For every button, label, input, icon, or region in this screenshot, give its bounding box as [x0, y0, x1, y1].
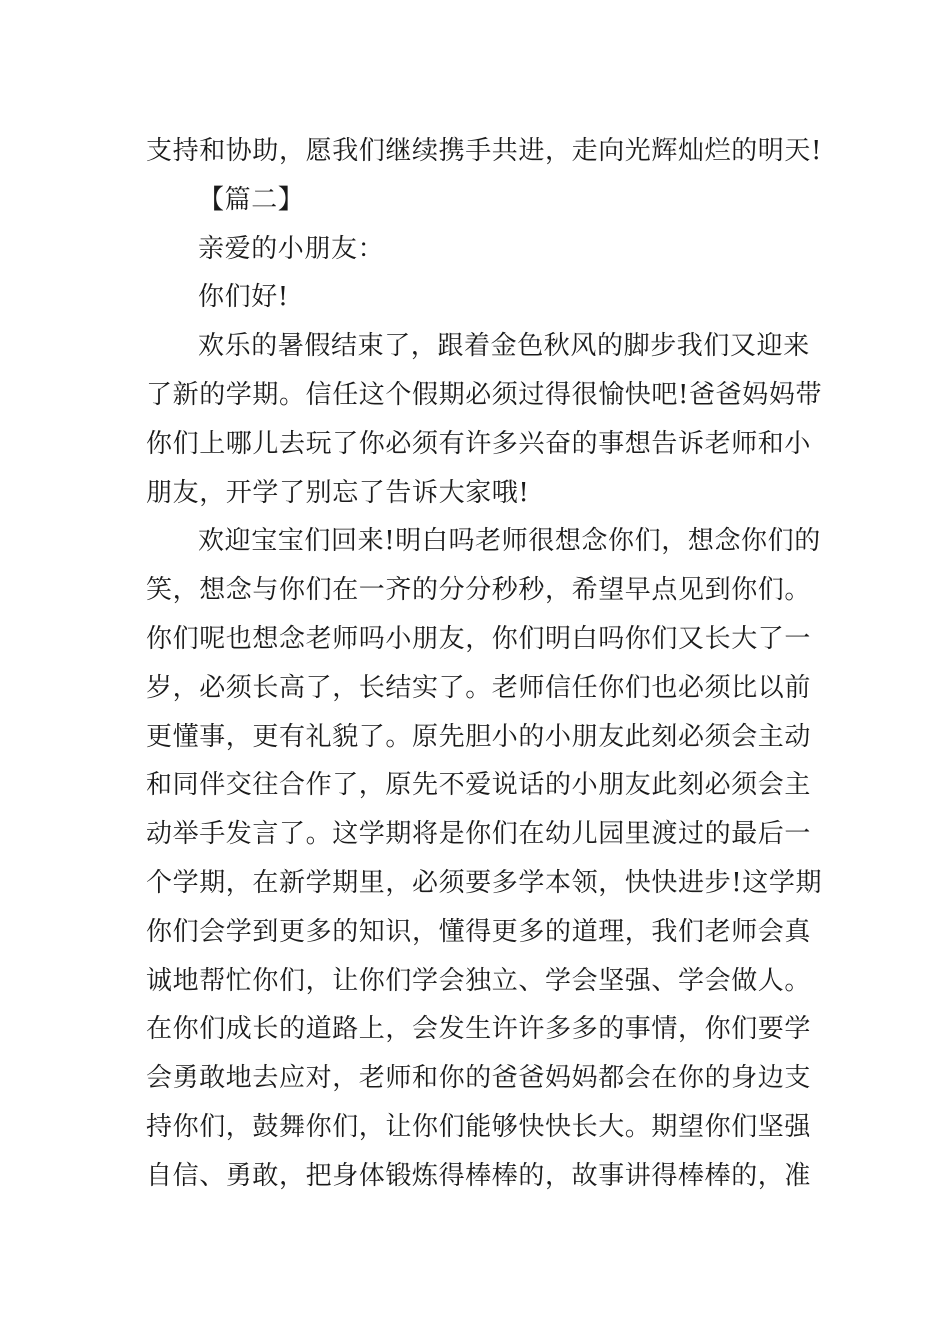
text-line: 自信、勇敢，把身体锻炼得棒棒的，故事讲得棒棒的，准 [146, 1160, 812, 1191]
text-line: 更懂事，更有礼貌了。原先胆小的小朋友此刻必须会主动 [146, 721, 812, 752]
text-line: 你们会学到更多的知识，懂得更多的道理，我们老师会真 [146, 916, 812, 947]
text-line: 朋友，开学了别忘了告诉大家哦! [146, 477, 530, 508]
text-line: 岁，必须长高了，长结实了。老师信任你们也必须比以前 [146, 672, 812, 703]
text-line: 在你们成长的道路上，会发生许许多多的事情，你们要学 [146, 1014, 812, 1045]
text-line: 支持和协助，愿我们继续携手共进，走向光辉灿烂的明天! [146, 136, 823, 166]
text-line: 欢乐的暑假结束了，跟着金色秋风的脚步我们又迎来 [198, 331, 810, 362]
text-line: 欢迎宝宝们回来!明白吗老师很想念你们，想念你们的 [198, 526, 821, 557]
greeting: 你们好! [198, 282, 289, 313]
text-line: 会勇敢地去应对，老师和你的爸爸妈妈都会在你的身边支 [146, 1063, 812, 1094]
text-line: 动举手发言了。这学期将是你们在幼儿园里渡过的最后一 [146, 819, 812, 850]
text-line: 笑，想念与你们在一齐的分分秒秒，希望早点见到你们。 [146, 575, 812, 606]
text-line: 个学期，在新学期里，必须要多学本领，快快进步!这学期 [146, 867, 823, 898]
salutation: 亲爱的小朋友： [198, 233, 385, 264]
section-heading: 【篇二】 [198, 184, 305, 215]
document-body [146, 127, 823, 1201]
text-line: 你们上哪儿去玩了你必须有许多兴奋的事想告诉老师和小 [146, 428, 812, 459]
text-line: 和同伴交往合作了，原先不爱说话的小朋友此刻必须会主 [146, 770, 812, 801]
text-line: 诚地帮忙你们，让你们学会独立、学会坚强、学会做人。 [146, 965, 812, 996]
text-line: 你们呢也想念老师吗小朋友，你们明白吗你们又长大了一 [146, 623, 812, 654]
text-line: 持你们，鼓舞你们，让你们能够快快长大。期望你们坚强 [146, 1111, 812, 1142]
text-line: 了新的学期。信任这个假期必须过得很愉快吧!爸爸妈妈带 [146, 379, 823, 410]
